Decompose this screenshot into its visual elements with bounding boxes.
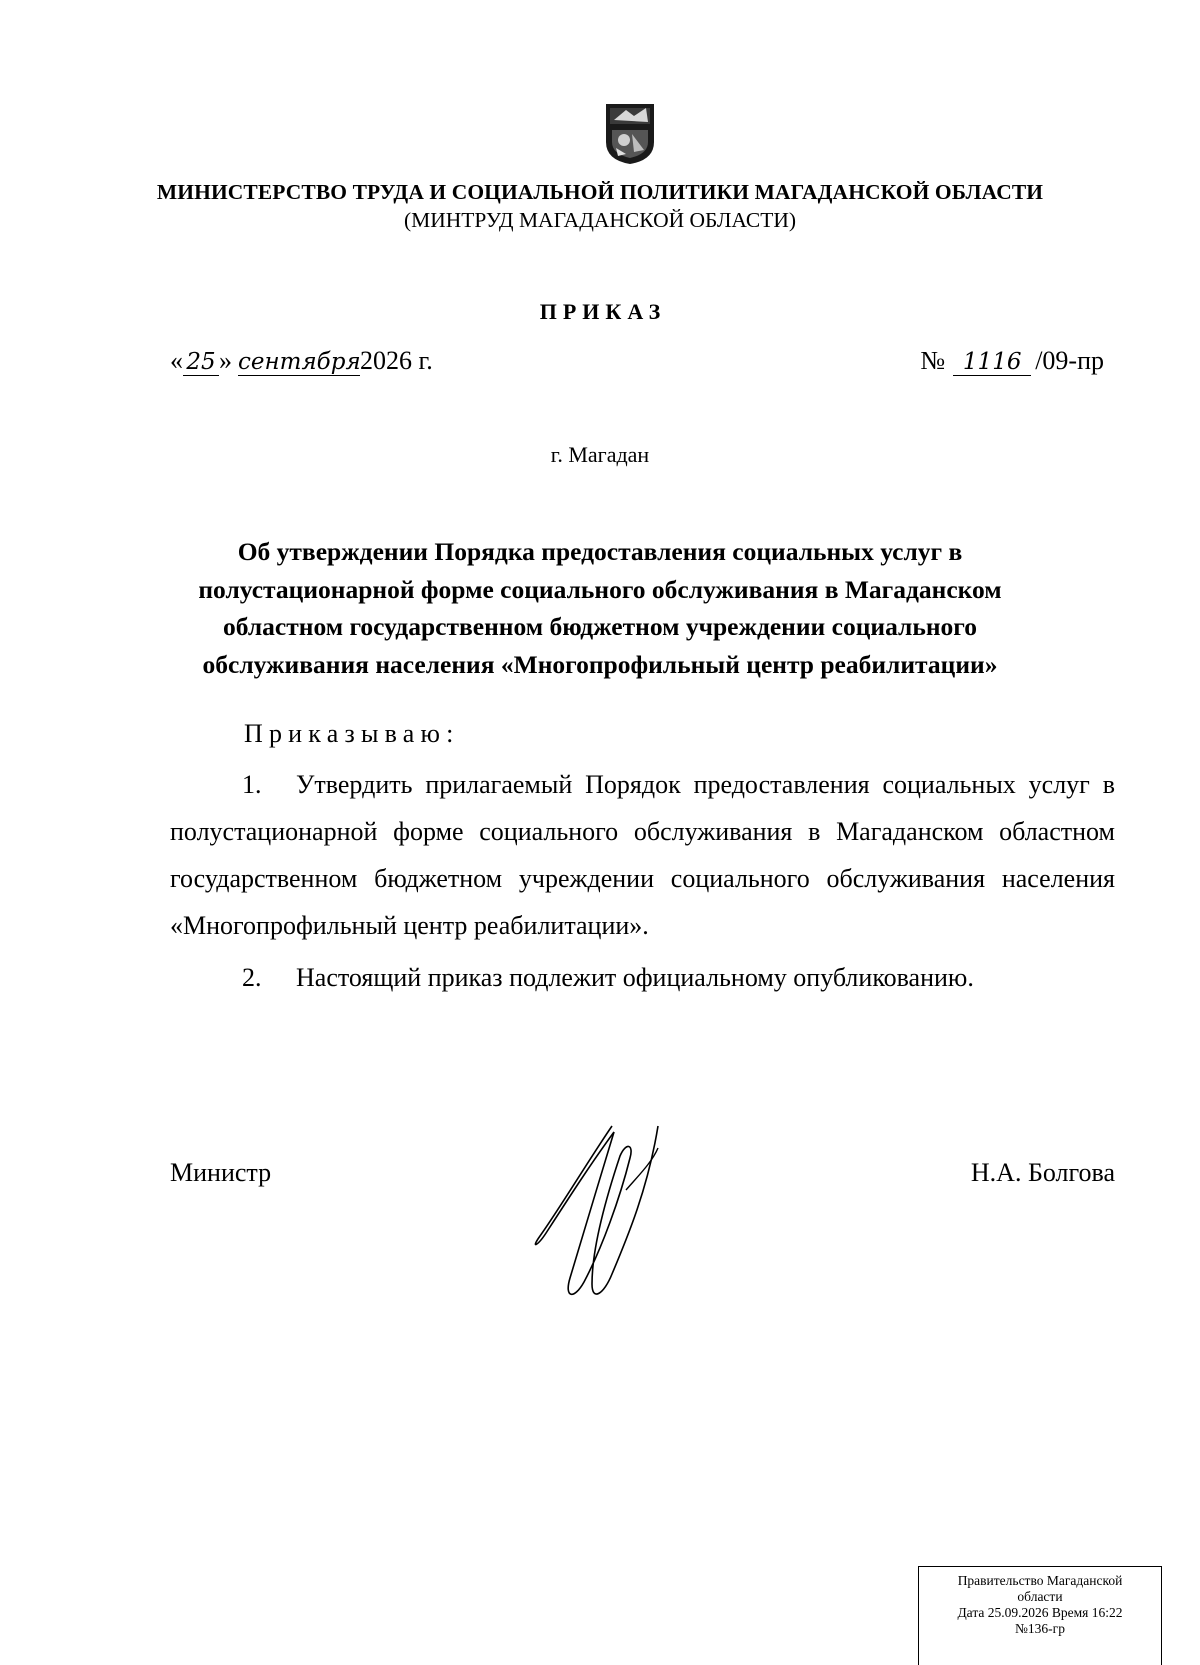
ministry-short-name: (МИНТРУД МАГАДАНСКОЙ ОБЛАСТИ) <box>403 208 797 232</box>
item-number: 1. <box>242 770 262 799</box>
number-value: 1116 <box>953 349 1031 376</box>
order-item <box>170 761 1115 949</box>
order-item <box>170 954 1115 1001</box>
item-text: Настоящий приказ подлежит официальному опубликованию. <box>296 963 974 992</box>
date-day: 25 <box>183 349 219 376</box>
order-word: Приказываю: <box>244 719 460 748</box>
signer-name: Н.А. Болгова <box>970 1158 1115 1187</box>
ministry-name: МИНИСТЕРСТВО ТРУДА И СОЦИАЛЬНОЙ ПОЛИТИКИ МАГАДАНСКОЙ ОБЛАСТИ <box>156 180 1044 204</box>
signature-icon <box>530 1118 710 1303</box>
city: г. Магадан <box>550 442 650 467</box>
number-suffix: /09-пр <box>1035 346 1104 375</box>
stamp-line: Правительство Магаданской <box>957 1573 1123 1588</box>
document-title: Об утверждении Порядка предоставления социальных услуг в полустационарной форме социального обслуживания в Магаданском областном государственном бюджетном учреждении социального обслуживания населения «Многопрофильный центр реабилитации» <box>198 537 1002 679</box>
date-month: сентября <box>238 349 361 375</box>
stamp-number: №136-гр <box>1015 1621 1065 1636</box>
item-text: Утвердить прилагаемый Порядок предоставления социальных услуг в полустационарной форме социального обслуживания в Магаданском областном государственном бюджетном учреждении социального обслуживания населения «Многопрофильный центр реабилитации». <box>170 770 1115 940</box>
number-sign: № <box>920 346 946 375</box>
order-date <box>170 346 433 376</box>
stamp-date-time: Дата 25.09.2026 Время 16:22 <box>957 1605 1123 1620</box>
item-number: 2. <box>242 963 262 992</box>
signer-title: Министр <box>170 1158 272 1187</box>
date-year: 2026 г. <box>360 346 433 375</box>
date-close-quote: » <box>219 346 232 375</box>
order-number <box>920 346 1104 376</box>
date-open-quote: « <box>170 346 183 375</box>
registration-stamp <box>918 1566 1162 1665</box>
coat-of-arms-icon <box>604 102 656 166</box>
document-type: ПРИКАЗ <box>539 299 667 324</box>
stamp-line: области <box>1017 1589 1063 1604</box>
